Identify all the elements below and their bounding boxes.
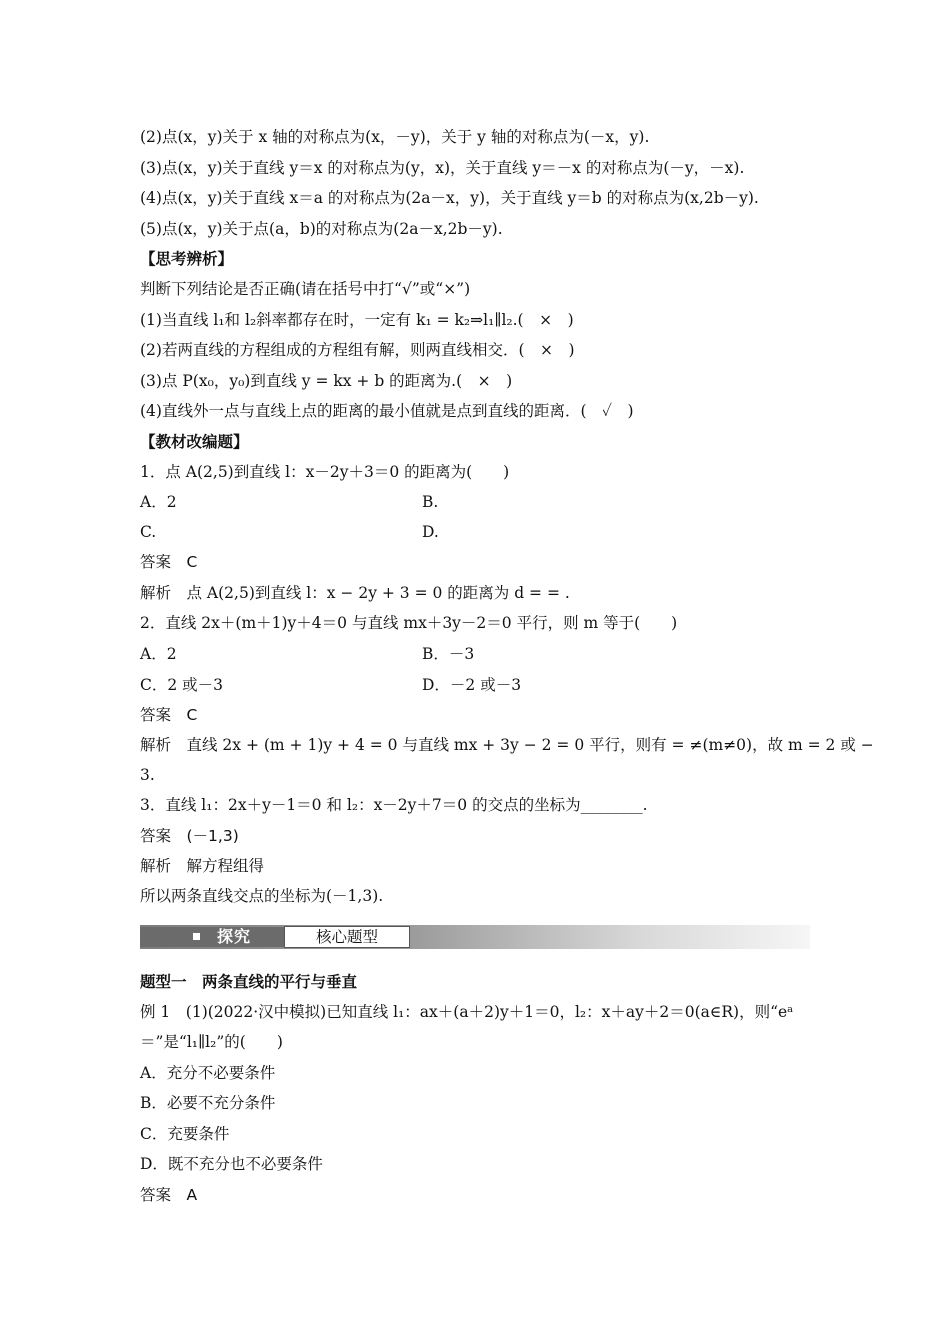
- judgement-item-3: (3)点 P(x₀，y₀)到直线 y = kx + b 的距离为.( × ): [140, 372, 513, 390]
- symmetry-rule-3: (3)点(x，y)关于直线 y＝x 的对称点为(y，x)，关于直线 y＝－x 的对称点为(－y，－x).: [140, 159, 745, 177]
- q2-analysis-cont: 3.: [140, 766, 155, 784]
- q1-option-a: A．2: [140, 493, 177, 511]
- symmetry-rule-5: (5)点(x，y)关于点(a，b)的对称点为(2a－x,2b－y).: [140, 220, 503, 238]
- ex1-option-d: D．既不充分也不必要条件: [140, 1155, 323, 1173]
- section-banner: [140, 925, 810, 949]
- judgement-item-2: (2)若两直线的方程组成的方程组有解，则两直线相交．( × ): [140, 341, 575, 359]
- q1-option-b: B.: [422, 493, 439, 511]
- q2-option-b: B．－3: [422, 645, 475, 663]
- example-1-cont: ＝”是“l₁∥l₂”的( ): [140, 1033, 283, 1051]
- judgement-instruction: 判断下列结论是否正确(请在括号中打“√”或“×”): [140, 280, 471, 298]
- banner-subtitle: 核心题型: [284, 926, 410, 948]
- question-1: 1．点 A(2,5)到直线 l：x－2y＋3＝0 的距离为( ): [140, 463, 510, 481]
- q1-option-c: C.: [140, 523, 157, 541]
- q1-option-d: D.: [422, 523, 439, 541]
- q2-option-a: A．2: [140, 645, 177, 663]
- ex1-option-c: C．充要条件: [140, 1125, 230, 1143]
- square-bullet-icon: [193, 933, 200, 940]
- q2-analysis: 解析 直线 2x + (m + 1)y + 4 = 0 与直线 mx + 3y − 2 = 0 平行，则有 = ≠(m≠0)，故 m = 2 或 −: [140, 736, 874, 754]
- banner-title: 探究: [217, 927, 252, 946]
- q3-answer: 答案 (－1,3): [140, 827, 239, 845]
- symmetry-rule-2: (2)点(x，y)关于 x 轴的对称点为(x，－y)，关于 y 轴的对称点为(－x，y).: [140, 128, 650, 146]
- q2-option-d: D．－2 或－3: [422, 676, 522, 694]
- ex1-option-b: B．必要不充分条件: [140, 1094, 276, 1112]
- ex1-answer: 答案 A: [140, 1186, 198, 1204]
- example-1: 例 1 (1)(2022·汉中模拟)已知直线 l₁：ax＋(a＋2)y＋1＝0，l₂：x＋ay＋2＝0(a∈R)，则“eᵃ: [140, 1003, 794, 1021]
- judgement-item-4: (4)直线外一点与直线上点的距离的最小值就是点到直线的距离．( ✓ ): [140, 402, 634, 420]
- section-heading-thinking: 【思考辨析】: [140, 250, 234, 268]
- topic-heading: 题型一 两条直线的平行与垂直: [140, 973, 358, 991]
- question-2: 2．直线 2x＋(m＋1)y＋4＝0 与直线 mx＋3y－2＝0 平行，则 m 等于( ): [140, 614, 678, 632]
- q1-analysis: 解析 点 A(2,5)到直线 l：x − 2y + 3 = 0 的距离为 d = = .: [140, 584, 570, 602]
- q3-analysis: 解析 解方程组得: [140, 857, 265, 875]
- question-3: 3．直线 l₁：2x＋y－1＝0 和 l₂：x－2y＋7＝0 的交点的坐标为________.: [140, 796, 648, 814]
- banner-dark-block: [140, 927, 284, 947]
- q2-answer: 答案 C: [140, 706, 198, 724]
- section-heading-textbook: 【教材改编题】: [140, 433, 249, 451]
- q3-conclusion: 所以两条直线交点的坐标为(－1,3).: [140, 887, 384, 905]
- ex1-option-a: A．充分不必要条件: [140, 1064, 276, 1082]
- symmetry-rule-4: (4)点(x，y)关于直线 x＝a 的对称点为(2a－x，y)，关于直线 y＝b 的对称点为(x,2b－y).: [140, 189, 759, 207]
- q1-answer: 答案 C: [140, 553, 198, 571]
- judgement-item-1: (1)当直线 l₁和 l₂斜率都存在时，一定有 k₁ = k₂⇒l₁∥l₂.( × ): [140, 311, 574, 329]
- q2-option-c: C．2 或－3: [140, 676, 224, 694]
